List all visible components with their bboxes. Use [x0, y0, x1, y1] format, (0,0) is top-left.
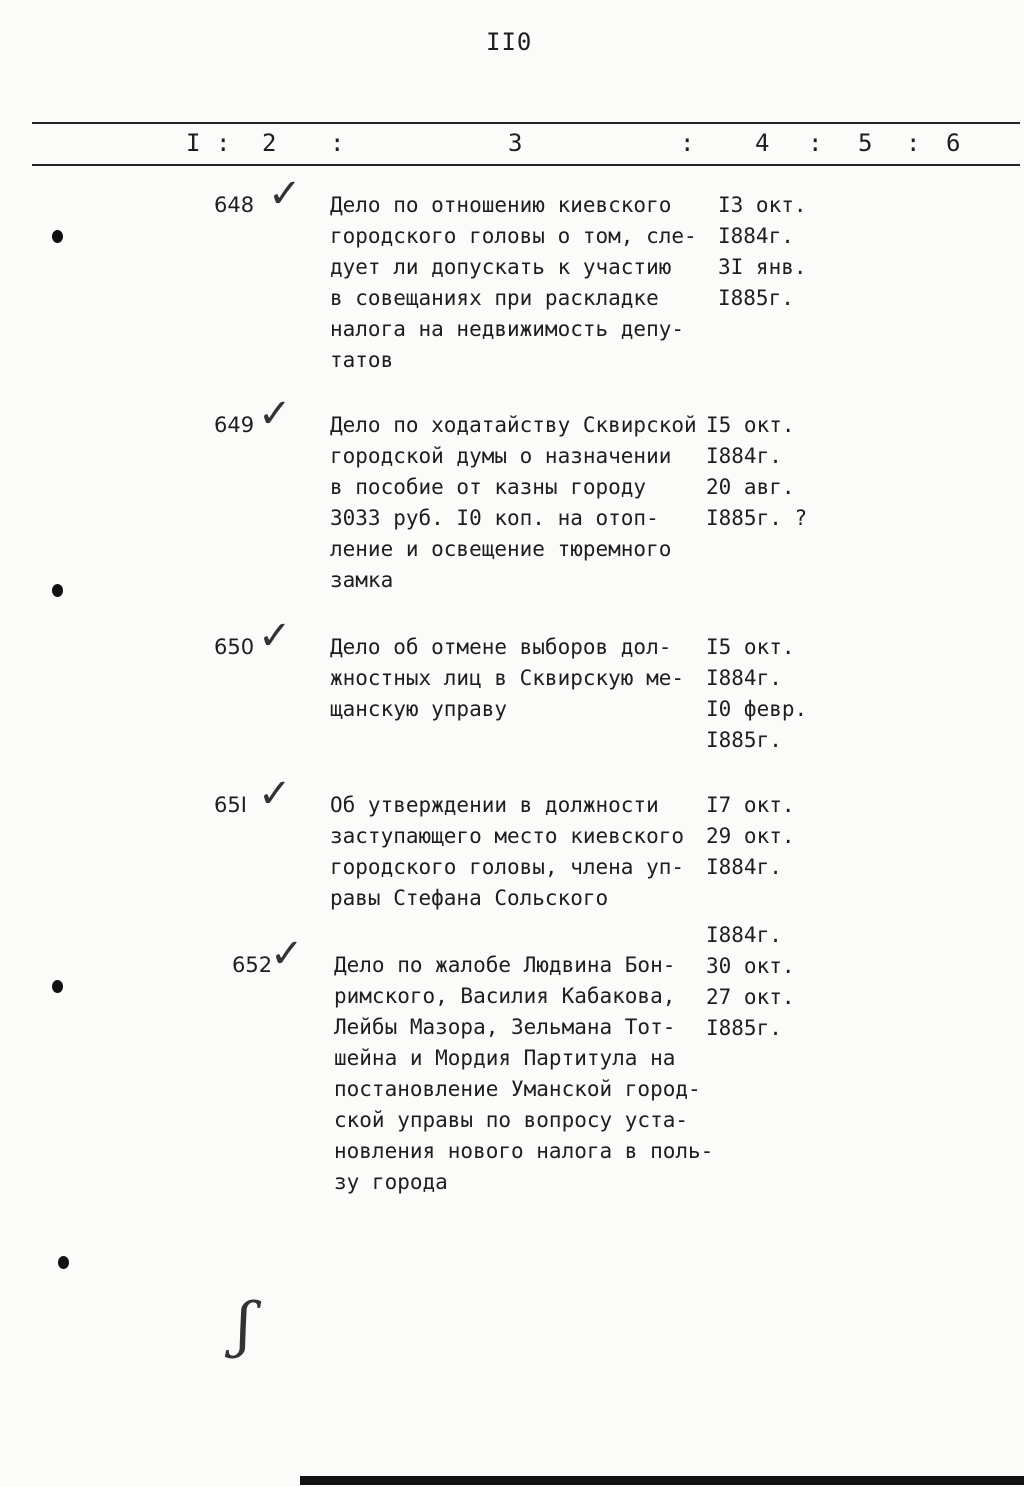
- check-mark-icon: ✓: [258, 613, 292, 659]
- column-separator: :: [680, 129, 695, 157]
- binder-hole: [52, 980, 63, 993]
- header-rule-bottom: [32, 164, 1020, 166]
- entry-dates: I7 окт. 29 окт. I884г.: [706, 793, 795, 879]
- entry-dates: I3 окт. I884г. 3I янв. I885г.: [718, 193, 807, 310]
- column-header-6: 6: [946, 129, 961, 157]
- column-separator: :: [216, 129, 231, 157]
- column-header-4: 4: [755, 129, 770, 157]
- column-header-3: 3: [508, 129, 523, 157]
- entry-dates: I5 окт. I884г. 20 авг. I885г. ?: [706, 413, 808, 530]
- entry-dates: I5 окт. I884г. I0 февр. I885г.: [706, 635, 808, 752]
- column-header-1: I: [186, 129, 201, 157]
- check-mark-icon: ✓: [258, 391, 292, 437]
- entry-description: Дело по ходатайству Сквирской городской думы о назначении в пособие от казны городу 3033 руб. I0 коп. на отоп- ление и освещение тюремного замка: [330, 413, 697, 592]
- entry-description: Дело по жалобе Людвина Бон- римского, Василия Кабакова, Лейбы Мазора, Зельмана Тот- шейна и Мордия Партитула на постановление Уманской город- ской управы по вопросу уста- новления нового налога в поль- зу города: [334, 953, 714, 1194]
- entry-number: 649: [214, 413, 255, 437]
- check-mark-icon: ✓: [270, 931, 304, 977]
- entry-number: 650: [214, 635, 255, 659]
- entry-number: 648: [214, 193, 255, 217]
- entry-number: 65I: [214, 793, 247, 817]
- binder-hole: [52, 584, 63, 597]
- binder-hole: [58, 1256, 69, 1269]
- column-header-2: 2: [262, 129, 277, 157]
- header-rule-top: [32, 122, 1020, 124]
- column-header-5: 5: [858, 129, 873, 157]
- column-separator: :: [808, 129, 823, 157]
- entry-dates: I884г. 30 окт. 27 окт. I885г.: [706, 923, 795, 1040]
- column-separator: :: [906, 129, 921, 157]
- page-number: II0: [486, 28, 533, 56]
- entry-number: 652: [232, 953, 273, 977]
- entry-description: Об утверждении в должности заступающего место киевского городского головы, члена уп- равы Стефана Сольского: [330, 793, 685, 910]
- footer-rule: [300, 1476, 1024, 1485]
- entry-description: Дело об отмене выборов дол- жностных лиц в Сквирскую ме- щанскую управу: [330, 635, 685, 721]
- binder-hole: [52, 230, 63, 243]
- entry-description: Дело по отношению киевского городского головы о том, сле- дует ли допускать к участию в совещаниях при раскладке налога на недвижимость депу- татов: [330, 193, 697, 372]
- column-separator: :: [330, 129, 345, 157]
- check-mark-icon: ✓: [258, 771, 292, 817]
- handwritten-scribble: ʃ: [236, 1290, 253, 1360]
- check-mark-icon: ✓: [268, 171, 302, 217]
